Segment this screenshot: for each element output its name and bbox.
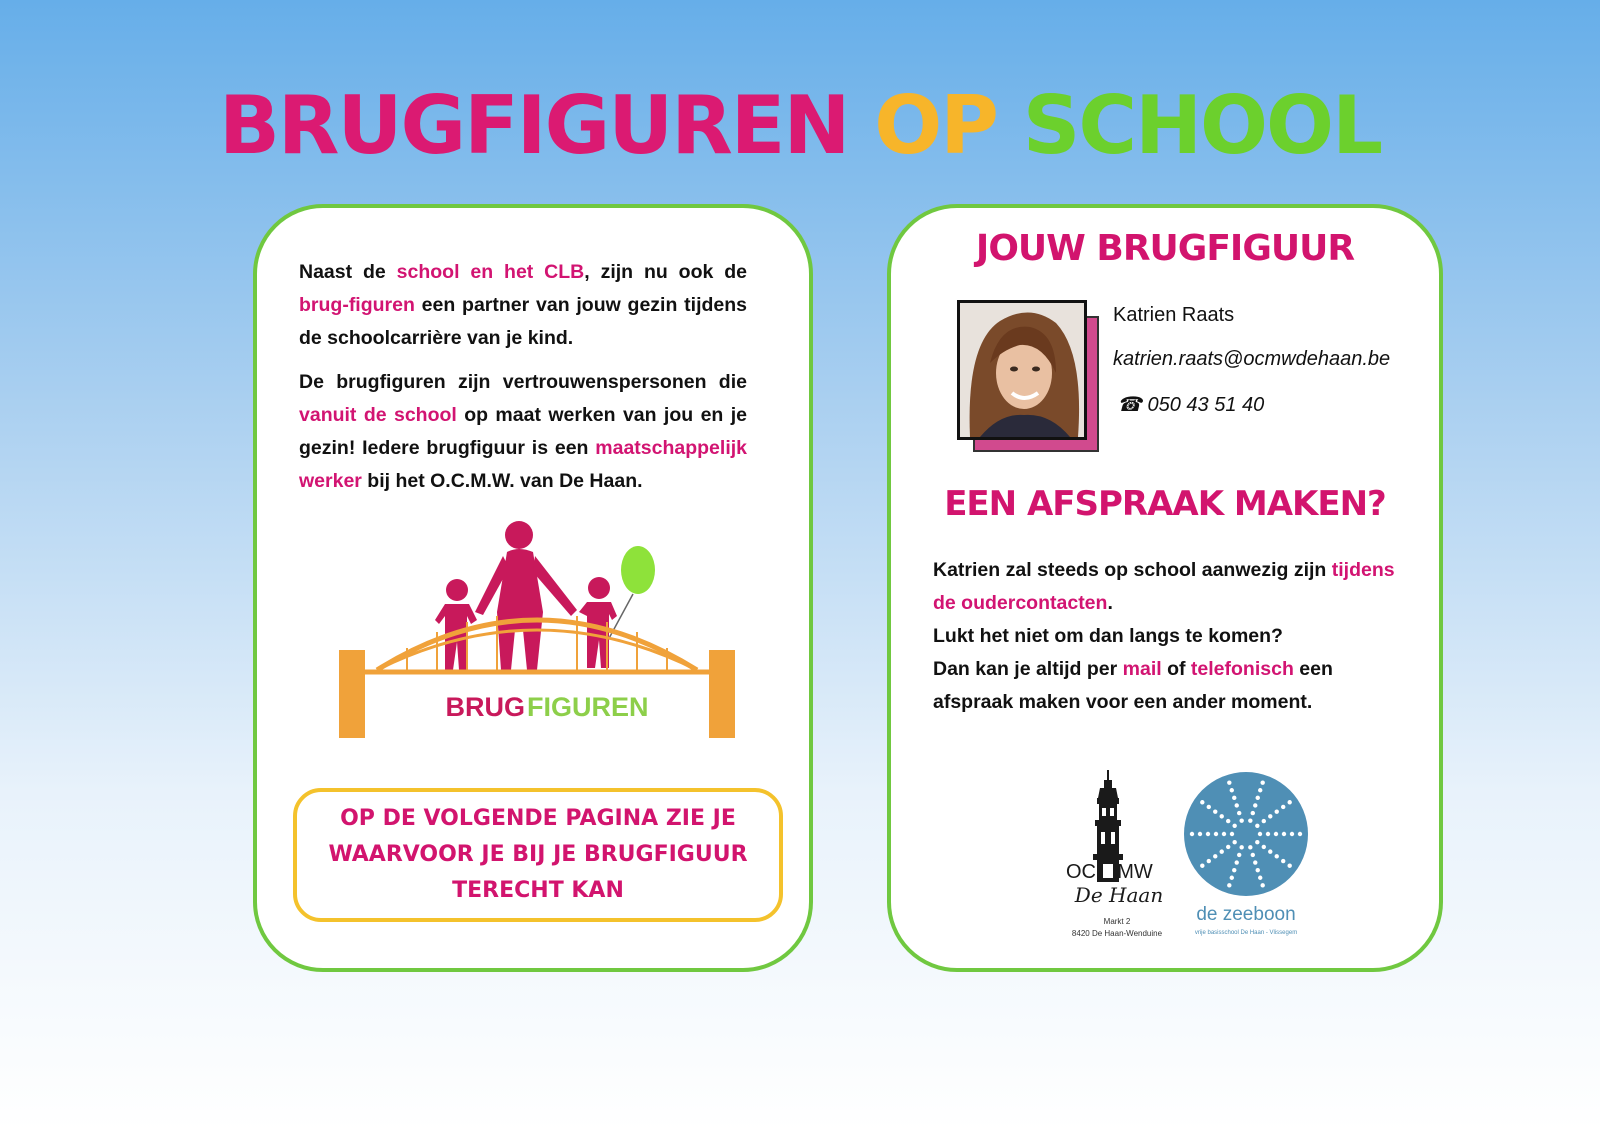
profile-photo	[957, 300, 1087, 440]
contact-email[interactable]: katrien.raats@ocmwdehaan.be	[1113, 348, 1391, 370]
info-card-right	[887, 204, 1443, 972]
contact-phone[interactable]: ☎ 050 43 51 40	[1117, 394, 1265, 416]
heading-afspraak-maken: EEN AFSPRAAK MAKEN?	[944, 484, 1386, 524]
ocmw-de-haan-logo	[1055, 768, 1165, 946]
logo-text-figuren: FIGUREN	[527, 692, 649, 722]
ocmw-address-2: 8420 De Haan-Wenduine	[1071, 929, 1163, 938]
ocmw-text-name: De Haan	[1074, 883, 1164, 907]
brugfiguren-logo	[337, 520, 737, 740]
title-word-brugfiguren: BRUGFIGUREN	[218, 79, 849, 172]
phone-icon: ☎	[1117, 394, 1142, 416]
page-title	[0, 79, 1600, 172]
next-page-note: OP DE VOLGENDE PAGINA ZIE JE WAARVOOR JE BIJ JE BRUGFIGUUR TERECHT KAN	[293, 788, 783, 922]
intro-paragraph: Naast de school en het CLB, zijn nu ook de brug-figuren een partner van jouw gezin tijdens de schoolcarrière van je kind.	[299, 261, 747, 349]
ocmw-address-1: Markt 2	[1103, 917, 1131, 926]
ocmw-text-mw: MW	[1117, 861, 1153, 883]
contact-name: Katrien Raats	[1113, 304, 1235, 326]
title-word-op: OP	[874, 79, 997, 172]
info-card-left	[253, 204, 813, 972]
title-word-school: SCHOOL	[1022, 79, 1382, 172]
ocmw-text-oc: OC	[1066, 861, 1096, 883]
zeeboon-subtitle: vrije basisschool De Haan - Vlissegem	[1194, 930, 1298, 936]
description-paragraph: De brugfiguren zijn vertrouwenspersonen die vanuit de school op maat werken van jou en je gezin! Iedere brugfiguur is een maatschappelijk werker bij het O.C.M.W. van De Haan.	[299, 371, 747, 492]
heading-jouw-brugfiguur: JOUW BRUGFIGUUR	[975, 228, 1355, 269]
appointment-paragraph: Katrien zal steeds op school aanwezig zijn tijdens de oudercontacten. Lukt het niet om dan langs te komen? Dan kan je altijd per mail of telefonisch een afspraak maken voor een ander moment.	[933, 559, 1395, 713]
de-zeeboon-logo	[1181, 770, 1311, 940]
logo-text-brug: BRUG	[445, 692, 525, 722]
zeeboon-name: de zeeboon	[1196, 904, 1296, 925]
